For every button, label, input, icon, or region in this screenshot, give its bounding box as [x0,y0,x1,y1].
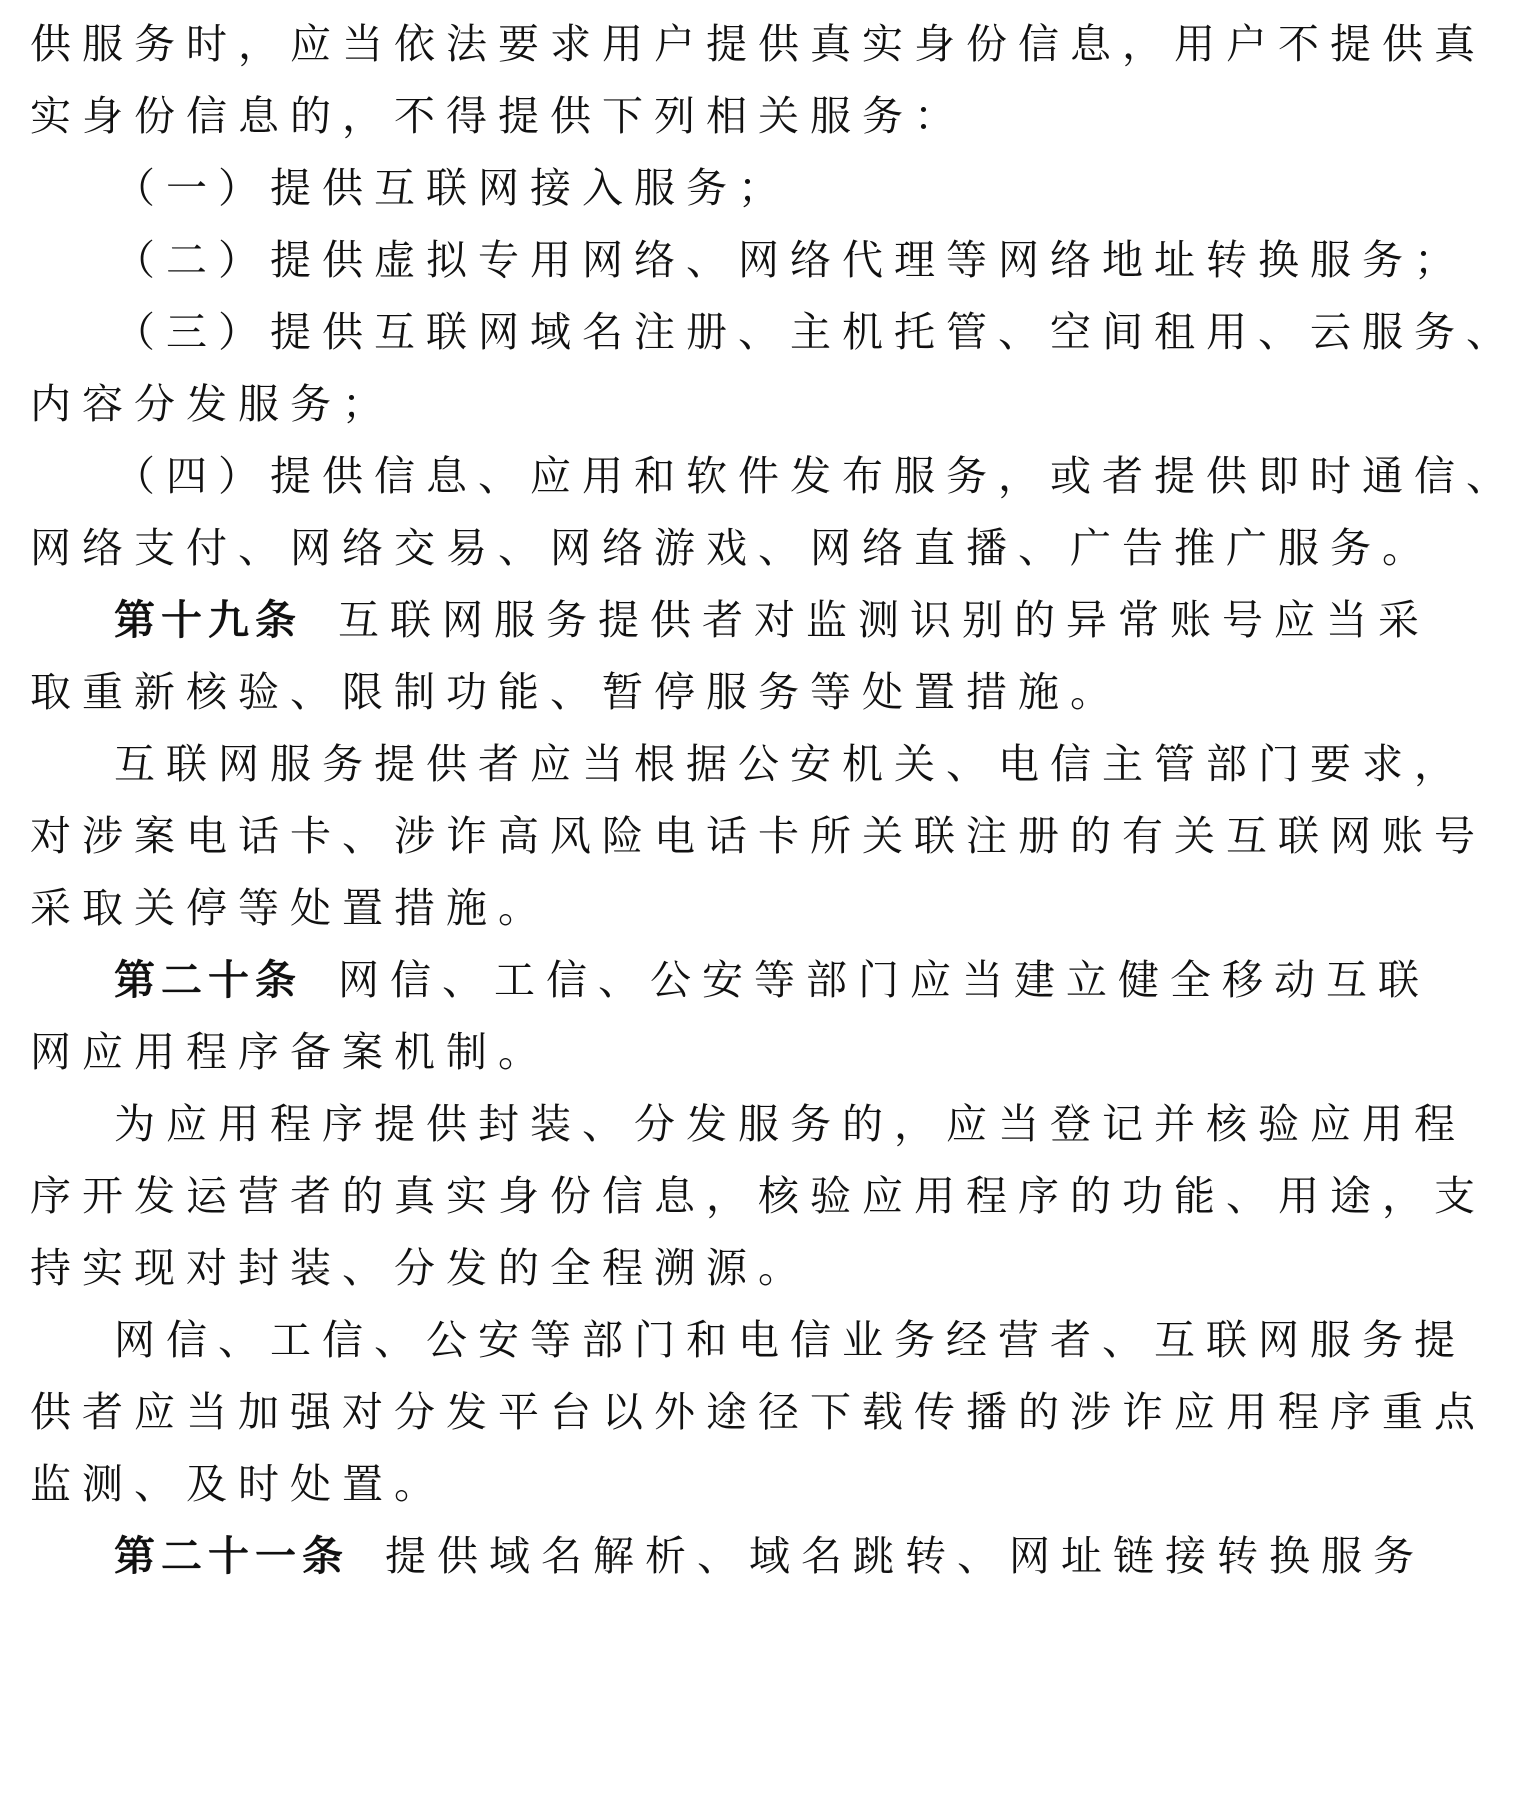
text-line [30,1237,1248,1299]
list-item-2 [30,229,1466,291]
text-line [30,1165,1486,1227]
paragraph-start [30,1093,1466,1155]
article-19 [30,589,1430,651]
article-heading: 第二十条 [114,956,302,1004]
text-line [30,517,1434,579]
line-text: 供者应当加强对分发平台以外途径下载传播的涉诈应用程序重点 [30,1388,1486,1436]
list-item-3 [30,301,1518,363]
line-text: 取重新核验、限制功能、暂停服务等处置措施。 [30,668,1122,716]
line-text: 持实现对封装、分发的全程溯源。 [30,1244,810,1292]
line-text: 网应用程序备案机制。 [30,1028,550,1076]
article-heading: 第十九条 [114,596,302,644]
article-20 [30,949,1430,1011]
line-text: 采取关停等处置措施。 [30,884,550,932]
text-line [30,1381,1486,1443]
text-line [30,85,1248,147]
text-line [30,877,1248,939]
document-page [30,0,1518,1799]
paragraph-start [30,733,1466,795]
text-line [30,1453,1248,1515]
paragraph-start [30,1309,1466,1371]
line-text: 供服务时，应当依法要求用户提供真实身份信息，用户不提供真 [30,20,1486,68]
line-text: （一）提供互联网接入服务； [114,164,790,212]
text-line [30,373,1248,435]
line-text: 网络支付、网络交易、网络游戏、网络直播、广告推广服务。 [30,524,1434,572]
line-text: 监测、及时处置。 [30,1460,446,1508]
article-heading: 第二十一条 [114,1532,349,1580]
text-line [30,1021,1248,1083]
line-text: 互联网服务提供者应当根据公安机关、电信主管部门要求， [114,740,1466,788]
line-text: 网信、工信、公安等部门和电信业务经营者、互联网服务提 [114,1316,1466,1364]
line-text: 内容分发服务； [30,380,394,428]
line-text: （三）提供互联网域名注册、主机托管、空间租用、云服务、 [114,308,1518,356]
text-line [30,661,1248,723]
line-text: 对涉案电话卡、涉诈高风险电话卡所关联注册的有关互联网账号 [30,812,1486,860]
line-text: 序开发运营者的真实身份信息，核验应用程序的功能、用途，支 [30,1172,1486,1220]
text-line [30,13,1486,75]
line-text: 提供域名解析、域名跳转、网址链接转换服务 [385,1532,1425,1580]
line-text: 互联网服务提供者对监测识别的异常账号应当采 [338,596,1430,644]
list-item-1 [30,157,1248,219]
line-text: 实身份信息的，不得提供下列相关服务： [30,92,966,140]
line-text: （四）提供信息、应用和软件发布服务，或者提供即时通信、 [114,452,1518,500]
article-21 [30,1525,1425,1587]
line-text: 网信、工信、公安等部门应当建立健全移动互联 [338,956,1430,1004]
text-line [30,805,1486,867]
line-text: 为应用程序提供封装、分发服务的，应当登记并核验应用程 [114,1100,1466,1148]
list-item-4 [30,445,1518,507]
line-text: （二）提供虚拟专用网络、网络代理等网络地址转换服务； [114,236,1466,284]
